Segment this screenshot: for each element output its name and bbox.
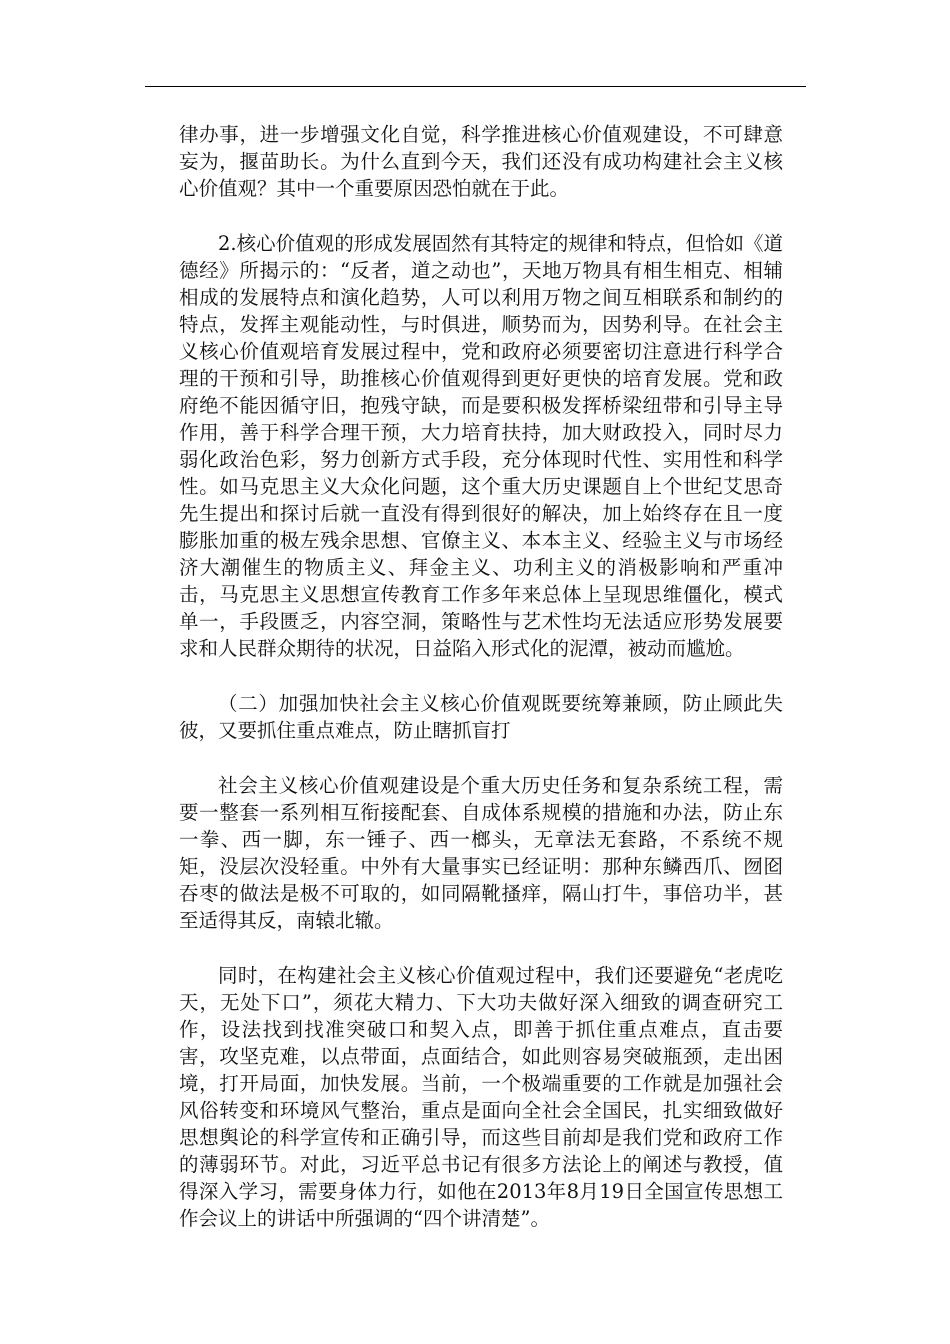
- header-rule: [145, 86, 806, 87]
- section-heading-2: （二）加强加快社会主义核心价值观既要统筹兼顾，防止顾此失彼，又要抓住重点难点，防止瞎抓盲打: [179, 692, 783, 742]
- paragraph-continuation: 律办事，进一步增强文化自觉，科学推进核心价值观建设，不可肆意妄为，揠苗助长。为什么直到今天，我们还没有成功构建社会主义核心价值观？其中一个重要原因恐怕就在于此。: [179, 123, 783, 200]
- document-body: [179, 121, 783, 1232]
- paragraph-system-engineering: 社会主义核心价值观建设是个重大历史任务和复杂系统工程，需要一整套一系列相互衔接配套、自成体系规模的措施和办法，防止东一拳、西一脚，东一锤子、西一榔头，无章法无套路，不系统不规矩，没层次没轻重。中外有大量事实已经证明：那种东鳞西爪、囫囵吞枣的做法是极不可取的，如同隔靴搔痒，隔山打牛，事倍功半，甚至适得其反，南辕北辙。: [179, 774, 783, 932]
- paragraph-meanwhile: 同时，在构建社会主义核心价值观过程中，我们还要避免“老虎吃天，无处下口”，须花大精力、下大功夫做好深入细致的调查研究工作，设法找到找准突破口和契入点，即善于抓住重点难点，直击要害，攻坚克难，以点带面，点面结合，如此则容易突破瓶颈，走出困境，打开局面，加快发展。当前，一个极端重要的工作就是加强社会风俗转变和环境风气整治，重点是面向全社会全国民，扎实细致做好思想舆论的科学宣传和正确引导，而这些目前却是我们党和政府工作的薄弱环节。对此，习近平总书记有很多方法论上的阐述与教授，值得深入学习，需要身体力行，如他在2013年8月19日全国宣传思想工作会议上的讲话中所强调的“四个讲清楚”。: [179, 964, 783, 1230]
- paragraph-point-2: 2.核心价值观的形成发展固然有其特定的规律和特点，但恰如《道德经》所揭示的：“反者，道之动也”，天地万物具有相生相克、相辅相成的发展特点和演化趋势，人可以利用万物之间互相联系和制约的特点，发挥主观能动性，与时俱进，顺势而为，因势利导。在社会主义核心价值观培育发展过程中，党和政府必须要密切注意进行科学合理的干预和引导，助推核心价值观得到更好更快的培育发展。党和政府绝不能因循守旧，抱残守缺，而是要积极发挥桥梁纽带和引导主导作用，善于科学合理干预，大力培育扶持，加大财政投入，同时尽力弱化政治色彩，努力创新方式手段，充分体现时代性、实用性和科学性。如马克思主义大众化问题，这个重大历史课题自上个世纪艾思奇先生提出和探讨后就一直没有得到很好的解决，加上始终存在且一度膨胀加重的极左残余思想、官僚主义、本本主义、经验主义与市场经济大潮催生的物质主义、拜金主义、功利主义的消极影响和严重冲击，马克思主义思想宣传教育工作多年来总体上呈现思维僵化，模式单一，手段匮乏，内容空洞，策略性与艺术性均无法适应形势发展要求和人民群众期待的状况，日益陷入形式化的泥潭，被动而尴尬。: [179, 232, 783, 660]
